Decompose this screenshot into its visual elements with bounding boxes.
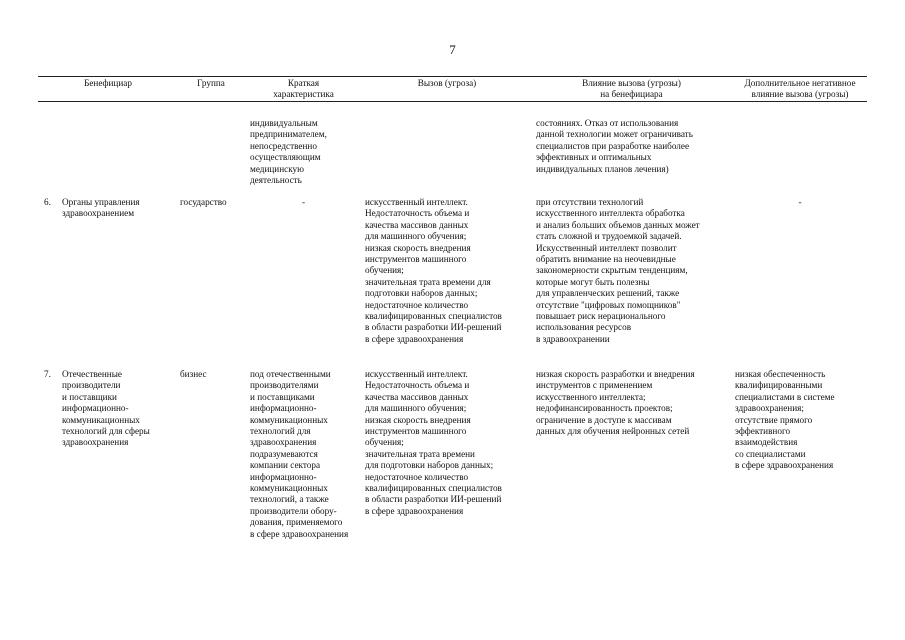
row-6-additional: -	[798, 197, 802, 207]
row-6-group: государство	[180, 197, 227, 207]
continuation-impact: состояниях. Отказ от использования данной технологии может ограничивать специалистов при разработке наиболее эффективных и оптимальных индивидуальных планов лечения)	[536, 118, 693, 174]
row-6-challenge: искусственный интеллект. Недостаточность объема и качества массивов данных для машинного обучения; низкая скорость внедрения инструментов машинного обучения; значительная трата времени для подготовки наборов данных; недостаточное количество квалифицированных специалистов в области разработки ИИ-решений в сфере здравоохранения	[365, 197, 502, 344]
row-7-challenge: искусственный интеллект. Недостаточность объема и качества массивов данных для машинного обучения; низкая скорость внедрения инструментов машинного обучения; значительная трата времени для подготовки наборов данных; недостаточное количество квалифицированных специалистов в области разработки ИИ-решений в сфере здравоохранения	[365, 369, 502, 516]
header-bottom-rule	[38, 101, 867, 102]
page-number: 7	[449, 42, 456, 57]
row-6-impact: при отсутствии технологий искусственного интеллекта обработка и анализ больших объемов данных может стать сложной и трудоемкой задачей. Искусственный интеллект позволит обратить внимание на неочевидные закономерности скрытым тенденциям, которые могут быть полезны для управленческих решений, также отсутствие "цифровых помощников" повышает риск нерационального использования ресурсов в здравоохранении	[536, 197, 700, 344]
header-challenge: Вызов (угроза)	[417, 78, 477, 88]
row-6-number: 6.	[44, 197, 51, 207]
row-7-brief: под отечественными производителями и поставщиками информационно- коммуникационных технологий для здравоохранения подразумеваются компании сектора информационно- коммуникационных технологий, а также производители обору- дования, применяемого в сфере здравоохранения	[250, 369, 349, 539]
header-impact: Влияние вызова (угрозы) на бенефициара	[582, 78, 681, 99]
continuation-brief: индивидуальным предпринимателем, непосредственно осуществляющим медицинскую деятельность	[250, 118, 327, 186]
header-brief: Краткая характеристика	[273, 78, 334, 99]
row-7-additional: низкая обеспеченность квалифицированными специалистами в системе здравоохранения; отсутствие прямого эффективного взаимодействия со специалистами в сфере здравоохранения	[735, 369, 835, 471]
row-7-beneficiary: Отечественные производители и поставщики информационно- коммуникационных технологий для сферы здравоохранения	[62, 369, 150, 448]
header-beneficiary: Бенефициар	[84, 78, 132, 88]
row-7-group: бизнес	[180, 369, 207, 379]
header-additional: Дополнительное негативное влияние вызова (угрозы)	[744, 78, 856, 99]
row-6-brief: -	[301, 197, 306, 207]
table-top-rule	[38, 76, 867, 77]
row-7-impact: низкая скорость разработки и внедрения инструментов с применением искусственного интеллекта; недофинансированность проектов; ограничение в доступе к массивам данных для обучения нейронных сетей	[536, 369, 695, 437]
row-6-beneficiary: Органы управления здравоохранением	[62, 197, 140, 219]
header-group: Группа	[197, 78, 225, 88]
row-7-number: 7.	[44, 369, 51, 379]
